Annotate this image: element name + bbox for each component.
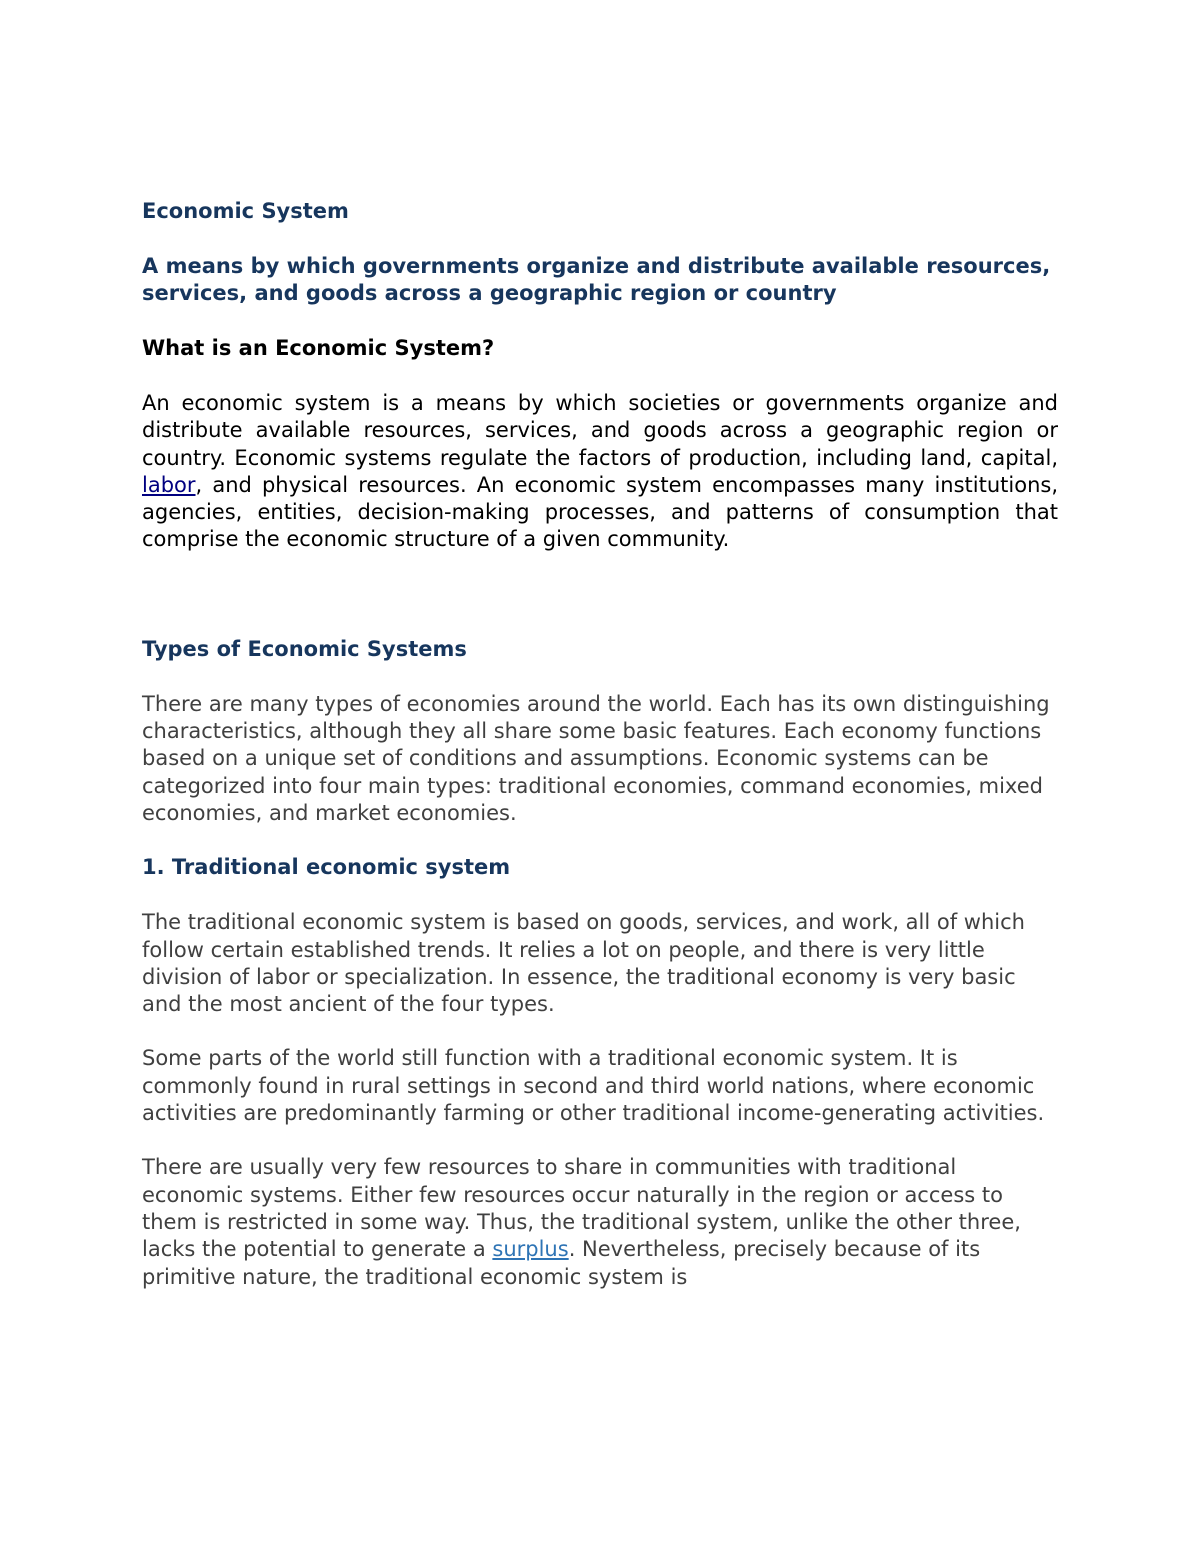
spacer	[142, 554, 1058, 636]
document-page	[142, 198, 1058, 1318]
document-subtitle: A means by which governments organize and distribute available resources, services, and goods across a geographic region or country	[142, 254, 1051, 305]
question-heading: What is an Economic System?	[142, 336, 495, 360]
traditional-p3-text-end: . Nevertheless, precisely because of its primitive nature, the traditional economic system is	[142, 1237, 981, 1289]
types-paragraph: There are many types of economies around the world. Each has its own distinguishing characteristics, although they all share some basic features. Each economy functions based on a unique set of conditions and assumptions. Economic systems can be categorized into four main types: traditional economies, command economies, mixed economies, and market economies.	[142, 691, 1050, 825]
document-title: Economic System	[142, 199, 349, 223]
traditional-p3-text-start: There are usually very few resources to share in communities with traditional economic systems. Either few resources occur naturally in the region or access to them is restricted in some way. Thus, the traditional system, unlike the other three, lacks the potential to generate a	[142, 1155, 1021, 1262]
intro-text-end: , and physical resources. An economic system encompasses many institutions, agencies, entities, decision-making processes, and patterns of consumption that comprise the economic structure of a given community.	[142, 472, 1058, 552]
surplus-link[interactable]: surplus	[492, 1237, 569, 1262]
traditional-paragraph-1: The traditional economic system is based on goods, services, and work, all of which follow certain established trends. It relies a lot on people, and there is very little division of labor or specialization. In essence, the traditional economy is very basic and the most ancient of the four types.	[142, 910, 1025, 1017]
traditional-heading: 1. Traditional economic system	[142, 855, 511, 880]
labor-link[interactable]: labor	[142, 472, 196, 497]
intro-paragraph	[142, 390, 1058, 554]
intro-text-start: An economic system is a means by which societies or governments organize and distribute available resources, services, and goods across a geographic region or country. Economic systems regulate the factors of production, including land, capital,	[142, 391, 1058, 470]
traditional-paragraph-3	[142, 1154, 1058, 1290]
types-heading: Types of Economic Systems	[142, 636, 467, 661]
traditional-paragraph-2: Some parts of the world still function with a traditional economic system. It is commonly found in rural settings in second and third world nations, where economic activities are predominantly farming or other traditional income-generating activities.	[142, 1046, 1045, 1126]
